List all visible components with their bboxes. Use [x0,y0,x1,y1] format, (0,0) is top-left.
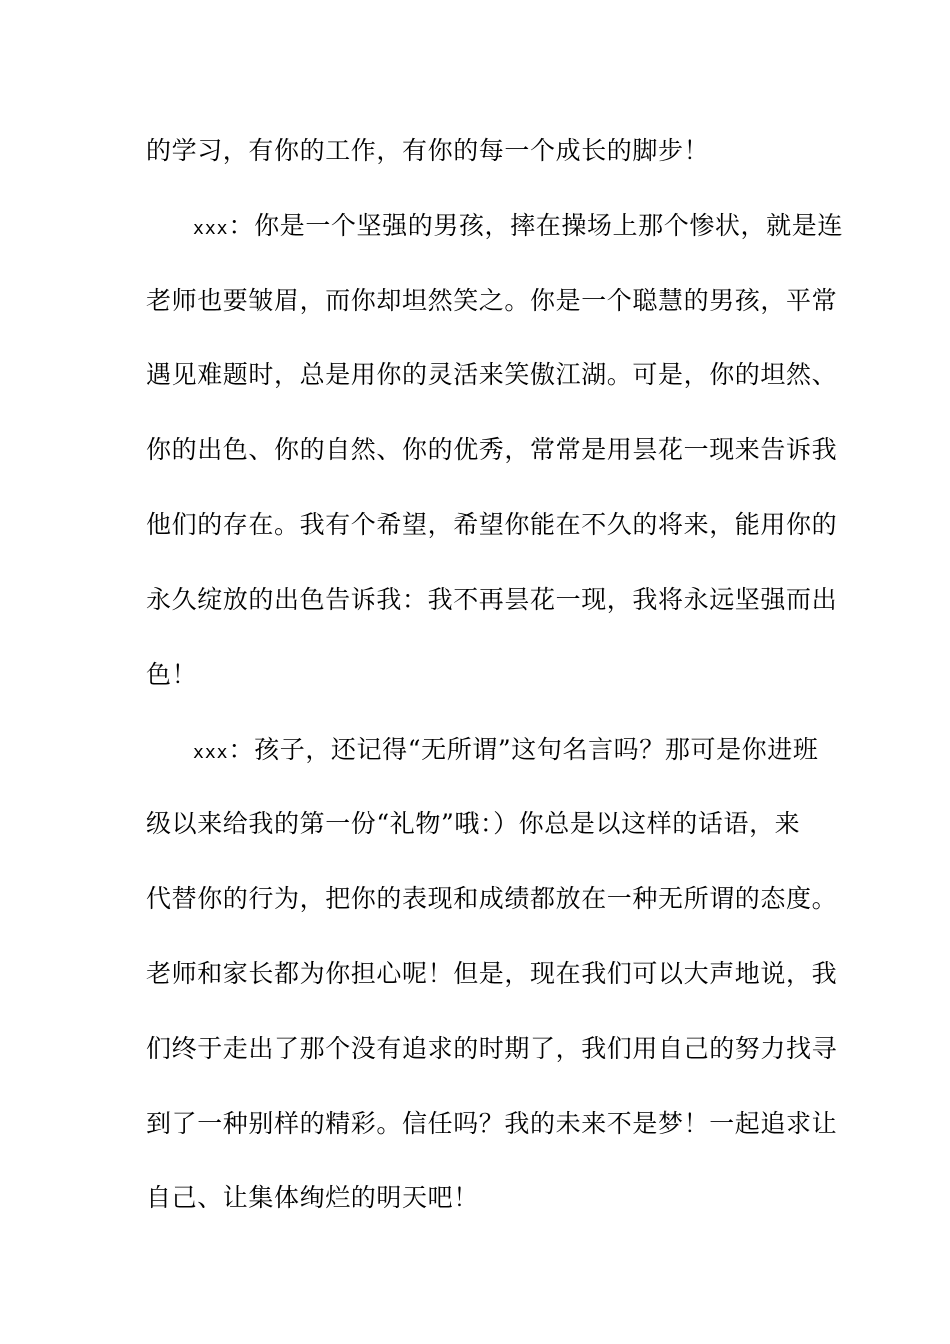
text-line-13 [146,1033,838,1065]
text-line-1-content: 的学习，有你的工作，有你的每一个成长的脚步！ [146,136,710,165]
student-name-1: xxx [193,218,229,239]
text-line-3-content: 老师也要皱眉，而你却坦然笑之。你是一个聪慧的男孩，平常 [146,286,838,315]
text-line-15-content: 自己、让集体绚烂的明天吧！ [146,1183,479,1212]
text-line-6-content: 他们的存在。我有个希望，希望你能在不久的将来，能用你的 [146,510,838,539]
text-line-4 [146,359,838,391]
text-line-5-content: 你的出色、你的自然、你的优秀，常常是用昙花一现来告诉我 [146,435,838,464]
text-line-5 [146,434,838,466]
text-line-7 [146,584,838,616]
text-line-8 [146,659,806,691]
text-line-12-content: 老师和家长都为你担心呢！但是，现在我们可以大声地说，我 [146,959,838,988]
text-line-4-content: 遇见难题时，总是用你的灵活来笑傲江湖。可是，你的坦然、 [146,360,838,389]
text-line-3 [146,285,838,317]
text-line-10 [146,808,806,840]
text-line-1 [146,135,806,167]
text-line-7-content: 永久绽放的出色告诉我：我不再昙花一现，我将永远坚强而出 [146,585,838,614]
text-line-6 [146,509,838,541]
text-line-2 [193,210,843,245]
text-line-11 [146,883,838,915]
student-name-2: xxx [193,742,229,763]
text-line-9 [193,734,819,769]
text-line-11-content: 代替你的行为，把你的表现和成绩都放在一种无所谓的态度。 [146,884,838,913]
text-line-13-content: 们终于走出了那个没有追求的时期了，我们用自己的努力找寻 [146,1034,838,1063]
text-line-15 [146,1182,806,1214]
text-line-10-content: 级以来给我的第一份“礼物”哦：）你总是以这样的话语，来 [146,809,801,838]
text-line-2-content: ：你是一个坚强的男孩，摔在操场上那个惨状，就是连 [228,211,843,240]
text-line-9-content: ：孩子，还记得“无所谓”这句名言吗？那可是你进班 [228,735,819,764]
text-line-8-content: 色！ [146,660,198,689]
text-line-14-content: 到了一种别样的精彩。信任吗？我的未来不是梦！一起追求让 [146,1109,838,1138]
text-line-12 [146,958,838,990]
text-line-14 [146,1108,838,1140]
